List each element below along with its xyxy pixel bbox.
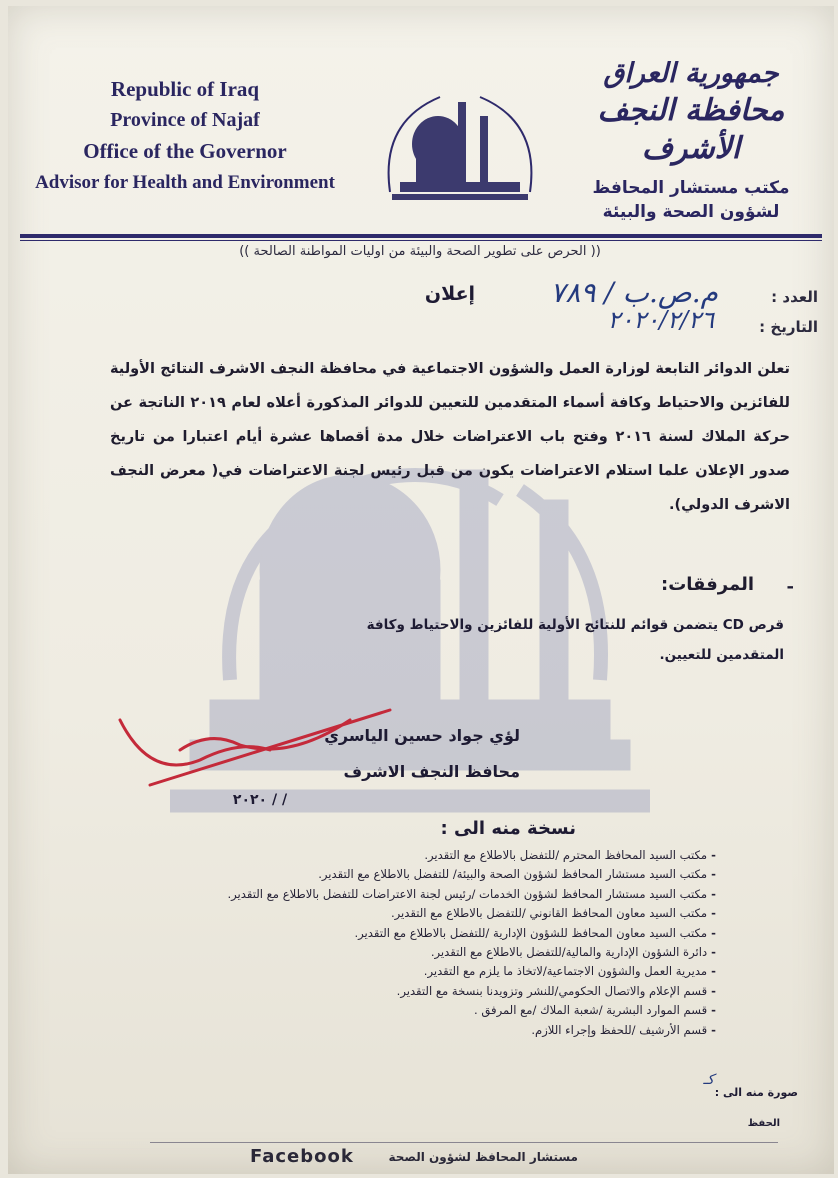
copies-title: نسخة منه الى :: [440, 818, 576, 839]
copy-recipient: - قسم الأرشيف /للحفظ وإجراء اللازم.: [116, 1021, 716, 1040]
attachment-item: قرص CD يتضمن قوائم للنتائج الأولية للفائزين والاحتياط وكافة المتقدمين للتعيين.: [366, 617, 784, 663]
copy-recipient: - مكتب السيد مستشار المحافظ لشؤون الصحة والبيئة/ للتفضل بالاطلاع مع التقدير.: [116, 865, 716, 884]
copy-recipient: - مكتب السيد مستشار المحافظ لشؤون الخدمات /رئيس لجنة الاعتراضات للتفضل بالاطلاع مع التقدير.: [116, 885, 716, 904]
facebook-page-name: مستشار المحافظ لشؤون الصحة: [388, 1150, 578, 1164]
signatory-name: لؤي جواد حسين الياسري: [324, 726, 520, 745]
facebook-wordmark: Facebook: [250, 1146, 354, 1167]
attachments-title: المرفقات:: [661, 574, 754, 595]
copy-recipient: - مكتب السيد معاون المحافظ للشؤون الإدارية /للتفضل بالاطلاع مع التقدير.: [116, 924, 716, 943]
copy-recipient: - دائرة الشؤون الإدارية والمالية/للتفضل بالاطلاع مع التقدير.: [116, 943, 716, 962]
number-label: العدد :: [771, 288, 818, 306]
header-rule-thick: [20, 234, 822, 238]
motto-line: (( الحرص على تطوير الصحة والبيئة من اوليات المواطنة الصالحة )): [239, 244, 601, 259]
copy-recipient: - مديرية العمل والشؤون الاجتماعية/لاتخاذ ما يلزم مع التقدير.: [116, 962, 716, 981]
province-name: Province of Najaf: [110, 109, 260, 131]
shrine-logo: [380, 82, 540, 212]
reference-labels: [728, 282, 818, 342]
copy-recipient: - قسم الإعلام والاتصال الحكومي/للنشر وتزويدنا بنسخة مع التقدير.: [116, 982, 716, 1001]
attachments-bullet: -: [786, 576, 794, 597]
arabic-letterhead: [566, 56, 816, 224]
announcement-title: إعلان: [424, 283, 476, 305]
arabic-office-name: مكتب مستشار المحافظ: [592, 178, 790, 198]
announcement-body: تعلن الدوائر التابعة لوزارة العمل والشؤون الاجتماعية في محافظة النجف الاشرف النتائج الأولية للفائزين والاحتياط وكافة أسماء المتقدمين للتعيين للدوائر المذكورة أعلاه لعام ٢٠١٩ الناتجة عن حركة الملاك لسنة ٢٠١٦ وفتح باب الاعتراضات خلال مدة أقصاها عشرة أيام اعتبارا من تاريخ صدور الإعلان علما استلام الاعتراضات يكون من قبل رئيس لجنة الاعتراضات في( معرض النجف الاشرف الدولي).: [110, 361, 791, 513]
copy-recipient: - مكتب السيد معاون المحافظ القانوني /للتفضل بالاطلاع مع التقدير.: [116, 904, 716, 923]
handwritten-number: م.ص.ب / ٧٨٩: [550, 276, 718, 309]
handwritten-date: ٢٠٢٠/٢/٢٦: [607, 306, 714, 334]
archive-note: الحفظ: [747, 1118, 780, 1129]
office-name: Office of the Governor: [83, 139, 287, 163]
arabic-advisor-title: لشؤون الصحة والبيئة: [602, 202, 780, 222]
english-letterhead: [20, 74, 350, 198]
advisor-title: Advisor for Health and Environment: [35, 172, 335, 193]
arabic-province-name: محافظة النجف الأشرف: [597, 93, 785, 166]
handwritten-mark: كـ: [703, 1072, 714, 1088]
signature-date: / / ٢٠٢٠: [232, 792, 288, 808]
footer-rule: [150, 1142, 778, 1143]
header-rule-thin: [20, 240, 822, 241]
copies-list: [116, 846, 716, 1040]
date-label: التاريخ :: [759, 318, 818, 336]
signatory-block: [300, 718, 520, 790]
copy-recipient: - مكتب السيد المحافظ المحترم /للتفضل بالاطلاع مع التقدير.: [116, 846, 716, 865]
copy-recipient: - قسم الموارد البشرية /شعبة الملاك /مع المرفق .: [116, 1001, 716, 1020]
country-name: Republic of Iraq: [110, 77, 260, 101]
signatory-title: محافظ النجف الاشرف: [343, 762, 520, 781]
copy-to-label: صورة منه الى :: [714, 1086, 798, 1099]
arabic-country-name: جمهورية العراق: [603, 58, 779, 89]
